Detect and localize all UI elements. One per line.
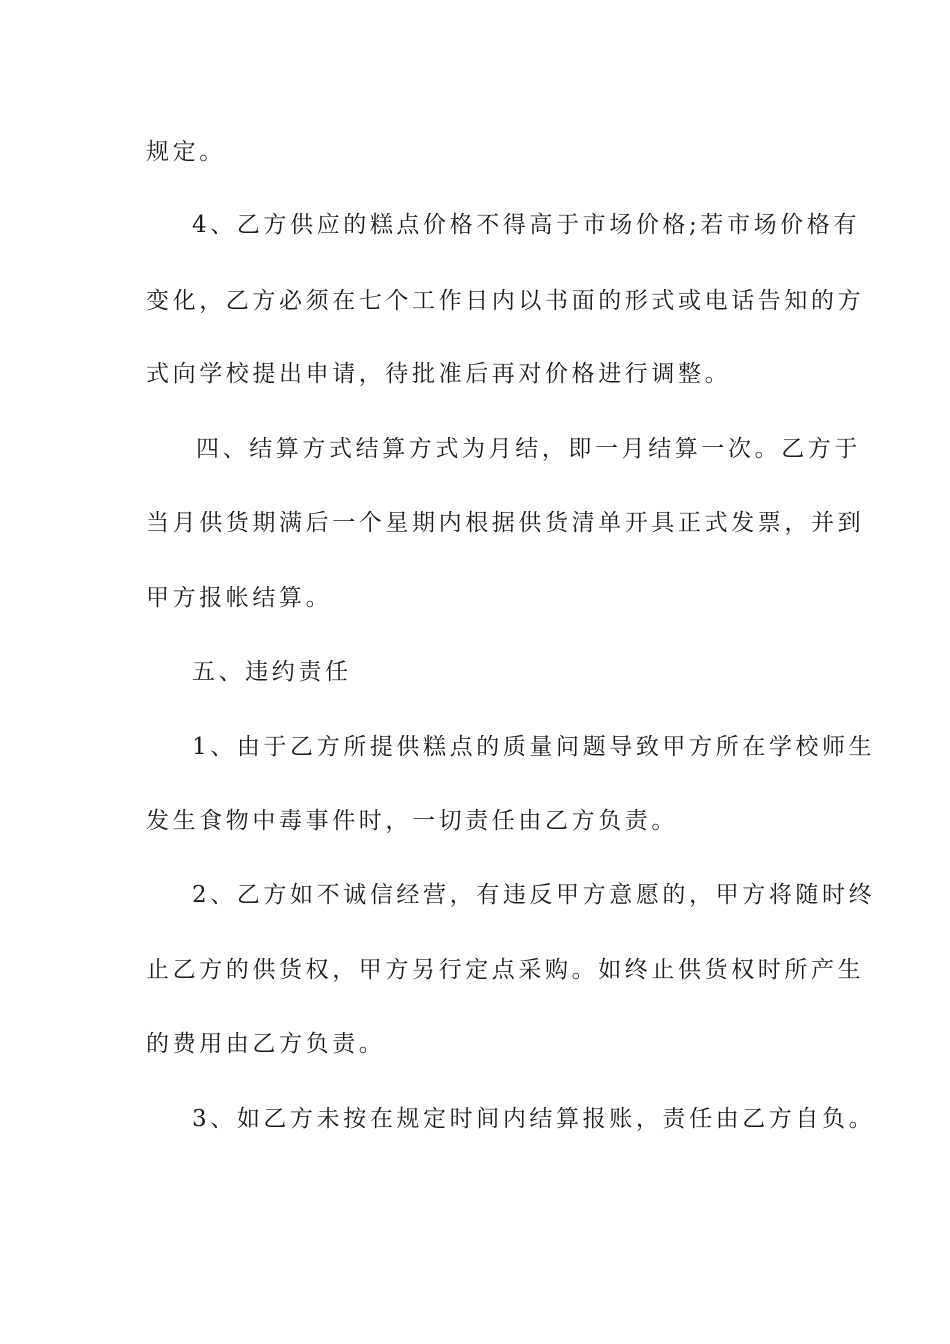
text-line: 1、由于乙方所提供糕点的质量问题导致甲方所在学校师生: [192, 734, 876, 760]
text-line: 3、如乙方未按在规定时间内结算报账，责任由乙方自负。: [192, 1106, 876, 1132]
text-line: 四、结算方式结算方式为月结，即一月结算一次。乙方于: [196, 436, 861, 462]
text-line: 甲方报帐结算。: [146, 585, 333, 611]
text-line: 变化，乙方必须在七个工作日内以书面的形式或电话告知的方: [146, 288, 865, 314]
text-line: 2、乙方如不诚信经营，有违反甲方意愿的，甲方将随时终: [192, 882, 876, 908]
text-line: 发生食物中毒事件时，一切责任由乙方负责。: [146, 808, 678, 834]
section-heading: 五、违约责任: [192, 659, 352, 685]
text-line: 4、乙方供应的糕点价格不得高于市场价格;若市场价格有: [192, 212, 860, 238]
text-line: 规定。: [146, 139, 226, 165]
text-line: 的费用由乙方负责。: [146, 1031, 386, 1057]
text-line: 当月供货期满后一个星期内根据供货清单开具正式发票，并到: [146, 510, 865, 536]
text-line: 式向学校提出申请，待批准后再对价格进行调整。: [146, 361, 732, 387]
text-line: 止乙方的供货权，甲方另行定点采购。如终止供货权时所产生: [146, 957, 865, 983]
